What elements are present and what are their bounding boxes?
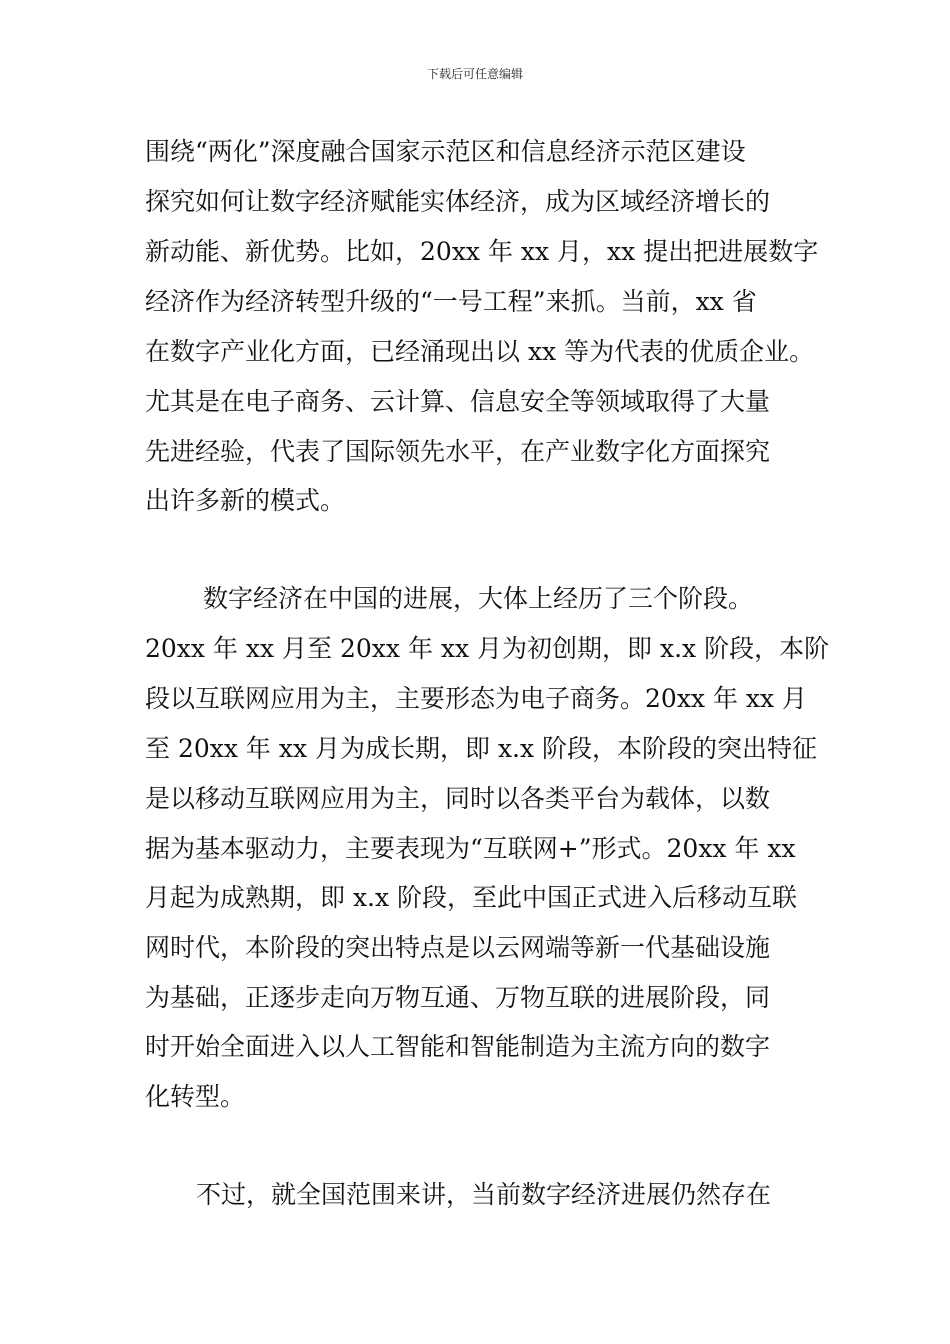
paragraph-line: 时开始全面进入以人工智能和智能制造为主流方向的数字 [145,1032,771,1061]
paragraph-line: 月起为成熟期，即 x.x 阶段，至此中国正式进入后移动互联 [145,883,798,912]
paragraph-line: 探究如何让数字经济赋能实体经济，成为区域经济增长的 [145,187,771,216]
paragraph-line: 数字经济在中国的进展，大体上经历了三个阶段。 [203,584,754,613]
paragraph-line: 不过，就全国范围来讲，当前数字经济进展仍然存在 [196,1180,772,1209]
paragraph-line: 尤其是在电子商务、云计算、信息安全等领域取得了大量 [145,387,771,416]
paragraph-line: 20xx 年 xx 月至 20xx 年 xx 月为初创期，即 x.x 阶段，本阶 [145,634,830,663]
paragraph-line: 是以移动互联网应用为主，同时以各类平台为载体，以数 [145,784,771,813]
paragraph-line: 化转型。 [145,1082,246,1111]
paragraph-line: 出许多新的模式。 [145,486,346,515]
paragraph-line: 新动能、新优势。比如，20xx 年 xx 月，xx 提出把进展数字 [145,237,819,266]
paragraph-line: 先进经验，代表了国际领先水平，在产业数字化方面探究 [145,437,771,466]
paragraph-line: 为基础，正逐步走向万物互通、万物互联的进展阶段，同 [145,983,771,1012]
paragraph-line: 网时代，本阶段的突出特点是以云网端等新一代基础设施 [145,933,771,962]
page-header: 下载后可任意编辑 [426,67,523,81]
paragraph-line: 在数字产业化方面，已经涌现出以 xx 等为代表的优质企业。 [145,337,815,366]
paragraph-line: 至 20xx 年 xx 月为成长期，即 x.x 阶段，本阶段的突出特征 [145,734,818,763]
paragraph-line: 围绕“两化”深度融合国家示范区和信息经济示范区建设 [145,137,746,166]
paragraph-line: 据为基本驱动力，主要表现为“互联网+”形式。20xx 年 xx [145,834,796,863]
paragraph-line: 段以互联网应用为主，主要形态为电子商务。20xx 年 xx 月 [145,684,808,713]
paragraph-line: 经济作为经济转型升级的“一号工程”来抓。当前，xx 省 [145,287,757,316]
